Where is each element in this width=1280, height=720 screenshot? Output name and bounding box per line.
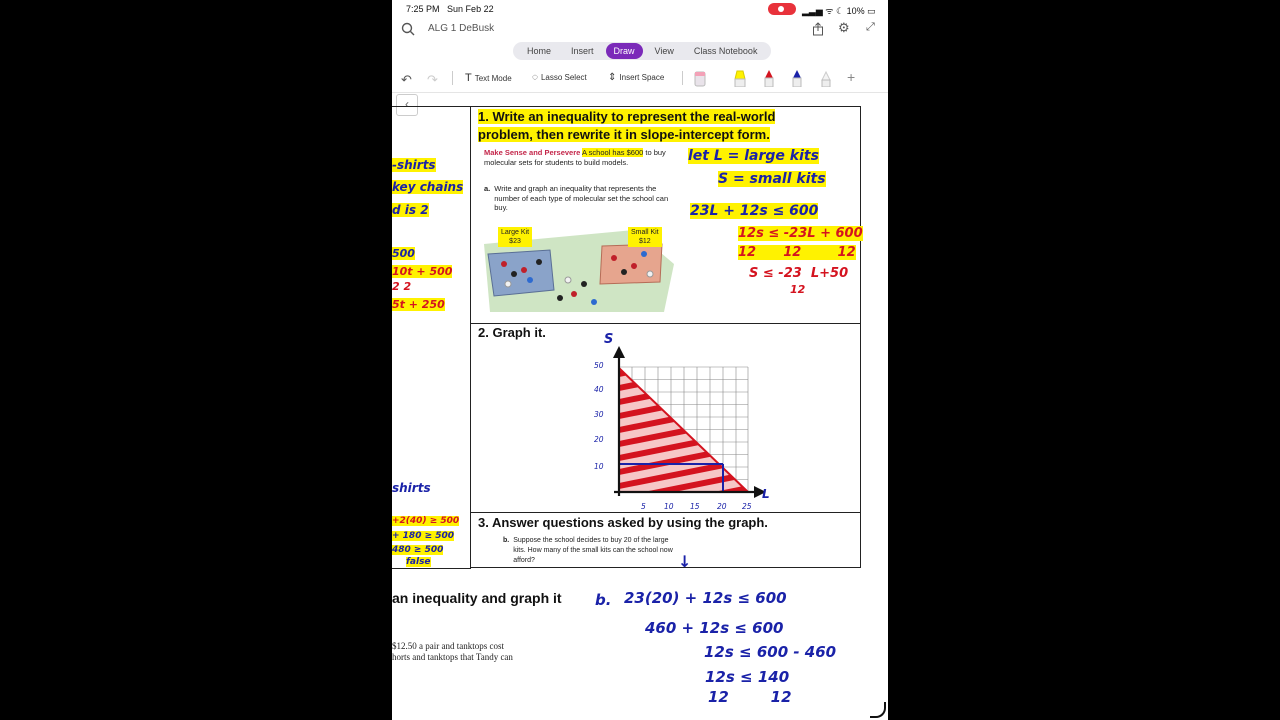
left-note: 5t + 250 <box>392 298 445 311</box>
q1-heading-line1: 1. Write an inequality to represent the real-world <box>478 109 776 124</box>
part-b-text: Suppose the school decides to buy 20 of the large kits. How many of the small kits can the school now afford? <box>513 537 673 564</box>
tab-home[interactable]: Home <box>527 46 552 56</box>
left-column <box>392 106 471 569</box>
ipad-screen <box>392 0 888 720</box>
q2-heading: 2. Graph it. <box>478 325 546 340</box>
lasso-select-label: Lasso Select <box>540 73 587 82</box>
x-axis-label: L <box>762 487 770 501</box>
q3-part-b <box>503 536 679 566</box>
draw-toolbar <box>392 66 888 90</box>
share-icon[interactable] <box>812 22 824 41</box>
prompt-text-b: to buy molecular sets for students to build models. <box>484 148 666 167</box>
ink-s: S = small kits <box>718 171 826 187</box>
q1-prompt <box>484 148 674 167</box>
toolbar-divider <box>682 71 683 85</box>
ink-step1-top: 12s ≤ -23L + 600 <box>738 226 863 241</box>
down-arrow-icon: ↓ <box>678 552 692 571</box>
ink-let-l: let L = large kits <box>688 148 819 164</box>
notebook-title: ALG 1 DeBusk <box>428 23 495 34</box>
lasso-select-button[interactable] <box>532 72 587 83</box>
q1-part-a <box>484 184 674 213</box>
ink-b-label: b. <box>595 591 612 609</box>
chevron-left-icon: ‹ <box>405 97 409 111</box>
x-tick-10: 10 <box>664 502 674 511</box>
battery-percent: 10% <box>846 6 865 16</box>
tab-insert[interactable]: Insert <box>571 46 594 56</box>
screen-recording-icon <box>768 3 796 15</box>
ink-b-line4-bottom: 12 12 <box>708 688 792 706</box>
status-right: ▂▃▅ ᯤ ☾ 10% ▭ <box>802 6 876 16</box>
status-time: 7:25 PM Sun Feb 22 <box>406 4 494 14</box>
part-a-text: Write and graph an inequality that represents the number of each type of molecular set the school can buy. <box>494 184 669 212</box>
y-tick-20: 20 <box>594 435 604 444</box>
text-mode-label: Text Mode <box>474 73 512 83</box>
ink-inequality: 23L + 12s ≤ 600 <box>690 203 819 219</box>
y-tick-10: 10 <box>594 462 604 471</box>
gear-icon[interactable]: ⚙ <box>838 20 850 35</box>
bottom-text-line2: horts and tanktops that Tandy can <box>392 652 513 662</box>
x-tick-20: 20 <box>717 502 727 511</box>
y-axis-label: S <box>604 332 614 347</box>
y-tick-40: 40 <box>594 385 604 394</box>
insert-space-icon: ⇕ <box>608 72 617 83</box>
ink-step1-bottom: 12 12 12 <box>738 245 856 260</box>
prompt-text-a: A school has $600 <box>581 148 644 157</box>
redo-icon[interactable]: ↷ <box>427 72 438 87</box>
ink-b-line1: 23(20) + 12s ≤ 600 <box>624 589 787 607</box>
left-note: false <box>406 557 431 567</box>
red-pen-icon[interactable] <box>763 69 773 87</box>
x-tick-15: 15 <box>690 502 700 511</box>
left-note: -shirts <box>392 158 436 172</box>
x-tick-25: 25 <box>742 502 752 511</box>
part-b-label: b. <box>503 537 510 544</box>
left-note: 480 ≥ 500 <box>392 545 444 555</box>
ribbon-tabs <box>513 42 771 60</box>
tab-class-notebook[interactable]: Class Notebook <box>693 46 758 56</box>
q3-heading: 3. Answer questions asked by using the graph. <box>478 515 768 530</box>
bottom-heading: an inequality and graph it <box>392 590 562 606</box>
y-tick-50: 50 <box>594 361 604 370</box>
left-note: +2(40) ≥ 500 <box>392 516 460 526</box>
status-bar <box>392 0 888 18</box>
expand-icon[interactable]: ⤢ <box>866 21 875 33</box>
tab-view[interactable]: View <box>654 46 674 56</box>
large-kit-label <box>498 227 532 247</box>
search-icon[interactable] <box>401 22 415 41</box>
insert-space-button[interactable] <box>608 72 664 83</box>
highlighter-icon[interactable] <box>733 69 743 87</box>
add-pen-icon[interactable]: + <box>847 69 856 85</box>
resize-handle-icon[interactable] <box>870 702 886 718</box>
x-tick-5: 5 <box>641 502 646 511</box>
left-note: d is 2 <box>392 203 429 217</box>
ink-b-line3: 12s ≤ 600 - 460 <box>704 643 837 661</box>
ink-b-line4-top: 12s ≤ 140 <box>705 668 790 686</box>
large-kit-price: $23 <box>509 238 521 245</box>
left-note: 2 2 <box>392 280 412 293</box>
small-kit-label <box>628 227 662 247</box>
toolbar-divider <box>452 71 453 85</box>
bottom-text-line1: $12.50 a pair and tanktops cost <box>392 641 504 651</box>
ink-step2-top: S ≤ -23 L+50 <box>749 266 849 281</box>
toolbar-border <box>392 92 888 93</box>
y-axis-arrow <box>613 346 625 358</box>
q1-heading-line2: problem, then rewrite it in slope-intercept form. <box>478 127 770 142</box>
text-mode-icon: T <box>465 72 472 84</box>
lasso-icon: ◌ <box>532 72 538 83</box>
small-kit-price: $12 <box>638 238 651 245</box>
title-bar <box>392 18 888 40</box>
insert-space-label: Insert Space <box>619 73 665 82</box>
eraser-icon[interactable] <box>694 69 704 87</box>
left-note: 500 <box>392 247 415 260</box>
undo-icon[interactable]: ↶ <box>401 72 412 87</box>
blue-pen-icon[interactable] <box>791 69 801 87</box>
left-note: shirts <box>392 481 431 495</box>
prompt-title: Make Sense and Persevere <box>484 148 581 157</box>
text-mode-button[interactable] <box>465 72 512 84</box>
left-note: key chains <box>392 180 464 194</box>
graph <box>584 326 784 516</box>
large-kit-name: Large Kit <box>501 229 530 236</box>
small-kit-name: Small Kit <box>631 229 659 236</box>
left-note: 10t + 500 <box>392 265 453 278</box>
white-pen-icon[interactable] <box>820 69 830 87</box>
left-note: + 180 ≥ 500 <box>392 531 455 541</box>
ink-step2-bottom: 12 <box>790 283 806 296</box>
part-a-label: a. <box>484 184 491 193</box>
y-tick-30: 30 <box>594 410 604 419</box>
tab-draw[interactable]: Draw <box>606 43 643 59</box>
ink-b-line2: 460 + 12s ≤ 600 <box>645 619 784 637</box>
